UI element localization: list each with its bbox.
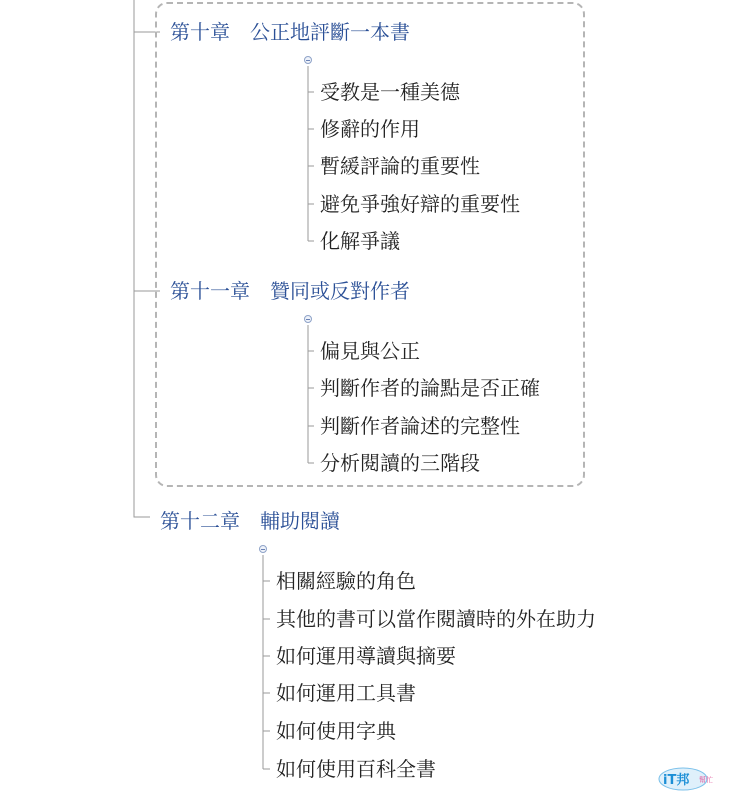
topic-item[interactable]: 分析閱讀的三階段 — [320, 451, 480, 475]
collapse-icon[interactable] — [259, 545, 267, 553]
collapse-icon[interactable] — [304, 56, 312, 64]
topic-item[interactable]: 偏見與公正 — [320, 339, 420, 363]
topic-item[interactable]: 如何運用導讀與摘要 — [276, 644, 456, 668]
ithome-logo — [655, 764, 719, 792]
chapter-12-title[interactable]: 第十二章 輔助閱讀 — [160, 509, 340, 533]
topic-item[interactable]: 化解爭議 — [320, 229, 400, 253]
chapter-11-title[interactable]: 第十一章 贊同或反對作者 — [170, 279, 410, 303]
topic-item[interactable]: 判斷作者的論點是否正確 — [320, 376, 540, 400]
topic-item[interactable]: 如何使用字典 — [276, 719, 396, 743]
trunk-line — [134, 0, 150, 517]
topic-item[interactable]: 判斷作者論述的完整性 — [320, 414, 520, 438]
topic-item[interactable]: 如何使用百科全書 — [276, 757, 436, 781]
topic-item[interactable]: 如何運用工具書 — [276, 681, 416, 705]
topic-item[interactable]: 其他的書可以當作閱讀時的外在助力 — [276, 607, 596, 631]
topic-item[interactable]: 受教是一種美德 — [320, 80, 460, 104]
topic-item[interactable]: 修辭的作用 — [320, 117, 420, 141]
collapse-icon[interactable] — [304, 315, 312, 323]
chapter-10-title[interactable]: 第十章 公正地評斷一本書 — [170, 20, 410, 44]
topic-item[interactable]: 避免爭強好辯的重要性 — [320, 192, 520, 216]
topic-item[interactable]: 相關經驗的角色 — [276, 569, 416, 593]
topic-item[interactable]: 暫緩評論的重要性 — [320, 154, 480, 178]
svg-text:iT邦: iT邦 — [663, 773, 690, 788]
svg-text:幫忙: 幫忙 — [699, 776, 713, 784]
